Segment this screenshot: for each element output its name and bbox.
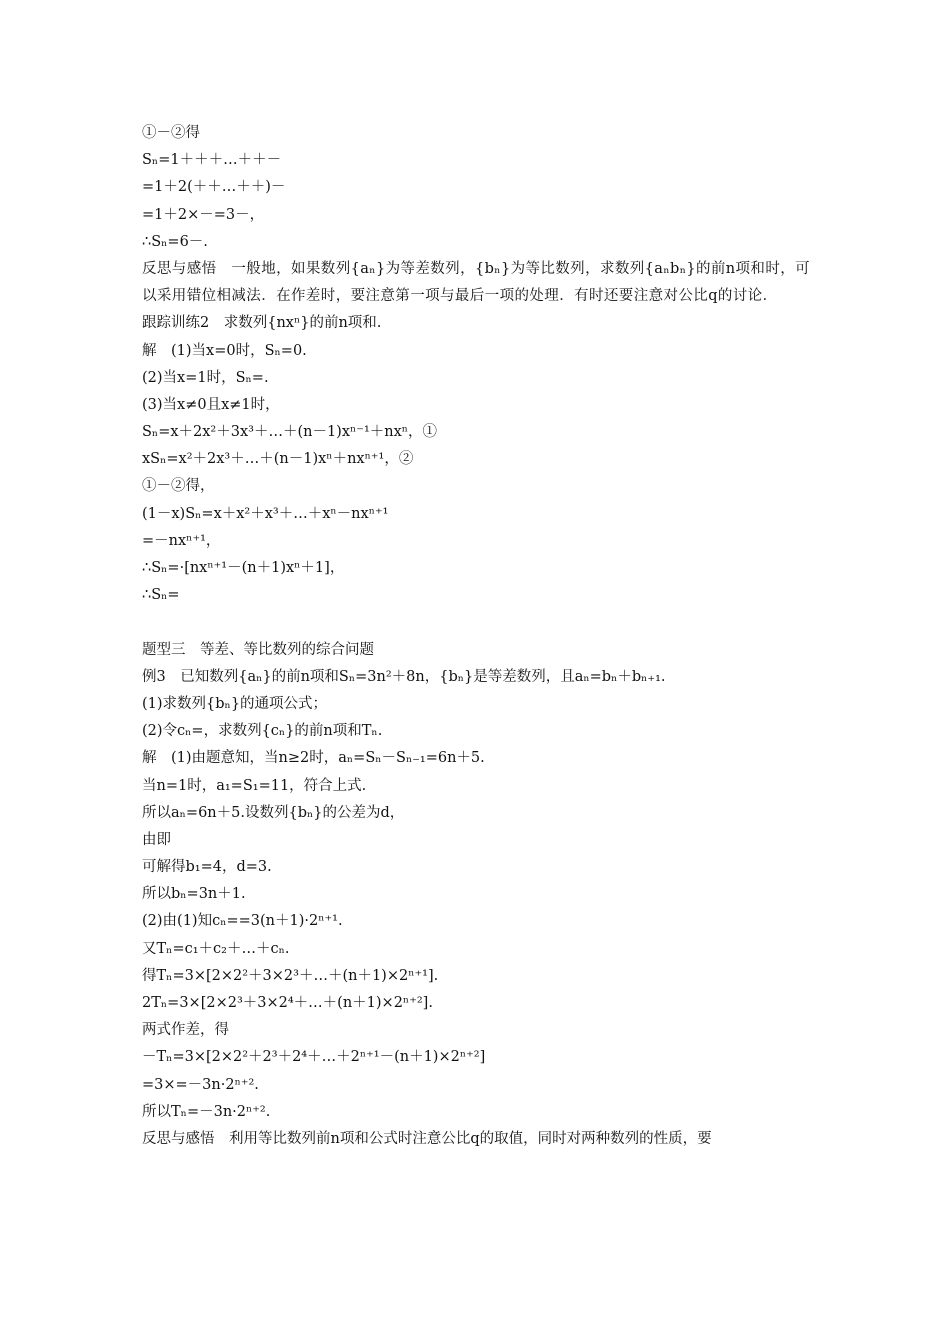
- text-line: (2)令cₙ=，求数列{cₙ}的前n项和Tₙ.: [142, 723, 383, 740]
- text-line: 由即: [142, 831, 171, 848]
- example-statement: 例3 已知数列{aₙ}的前n项和Sₙ=3n²＋8n，{bₙ}是等差数列，且aₙ=bₙ＋bₙ₊₁.: [142, 668, 666, 685]
- text-line: =1＋2×－=3－，: [142, 206, 265, 223]
- text-line: 所以aₙ=6n＋5.设数列{bₙ}的公差为d，: [142, 804, 405, 821]
- text-line: (2)由(1)知cₙ==3(n＋1)·2ⁿ⁺¹.: [142, 913, 343, 930]
- text-line: =1＋2(＋＋…＋＋)－: [142, 179, 286, 196]
- text-line: (2)当x=1时，Sₙ=.: [142, 369, 269, 386]
- text-line: 当n=1时，a₁=S₁=11，符合上式.: [142, 777, 367, 794]
- text-line: 可解得b₁=4，d=3.: [142, 859, 272, 876]
- text-line: 得Tₙ=3×[2×2²＋3×2³＋…＋(n＋1)×2ⁿ⁺¹].: [142, 967, 439, 984]
- text-line: =－nxⁿ⁺¹，: [142, 532, 221, 549]
- reflection-paragraph: 反思与感悟 一般地，如果数列{aₙ}为等差数列，{bₙ}为等比数列，求数列{aₙbₙ}的前n项和时，可以采用错位相减法．在作差时，要注意第一项与最后一项的处理．有时还要注意对公比q的讨论．: [142, 260, 811, 305]
- section-heading: 题型三 等差、等比数列的综合问题: [142, 641, 374, 658]
- text-line: 2Tₙ=3×[2×2³＋3×2⁴＋…＋(n＋1)×2ⁿ⁺²].: [142, 995, 433, 1012]
- text-line: ①－②得，: [142, 478, 215, 495]
- text-line: =3×=－3n·2ⁿ⁺².: [142, 1076, 259, 1093]
- text-line: ∴Sₙ=6－.: [142, 233, 208, 250]
- text-line: Sₙ=1＋＋＋…＋＋－: [142, 152, 282, 169]
- text-line: 两式作差，得: [142, 1022, 229, 1039]
- text-line: 解 (1)由题意知，当n≥2时，aₙ=Sₙ－Sₙ₋₁=6n＋5.: [142, 750, 485, 767]
- text-line: ∴Sₙ=·[nxⁿ⁺¹－(n＋1)xⁿ＋1]，: [142, 560, 345, 577]
- text-line: ∴Sₙ=: [142, 587, 180, 604]
- reflection-line: 反思与感悟 利用等比数列前n项和公式时注意公比q的取值，同时对两种数列的性质，要: [142, 1130, 712, 1147]
- text-line: (1－x)Sₙ=x＋x²＋x³＋…＋xⁿ－nxⁿ⁺¹: [142, 505, 389, 522]
- text-line: (3)当x≠0且x≠1时，: [142, 396, 280, 413]
- text-line: 所以Tₙ=－3n·2ⁿ⁺².: [142, 1103, 271, 1120]
- section-gap: [142, 609, 822, 636]
- text-line: (1)求数列{bₙ}的通项公式；: [142, 695, 328, 712]
- text-line: Sₙ=x＋2x²＋3x³＋…＋(n－1)xⁿ⁻¹＋nxⁿ，①: [142, 424, 438, 441]
- text-line: xSₙ=x²＋2x³＋…＋(n－1)xⁿ＋nxⁿ⁺¹，②: [142, 451, 414, 468]
- text-line: 解 (1)当x=0时，Sₙ=0.: [142, 342, 307, 359]
- text-line: －Tₙ=3×[2×2²＋2³＋2⁴＋…＋2ⁿ⁺¹－(n＋1)×2ⁿ⁺²]: [142, 1049, 486, 1066]
- exercise-title: 跟踪训练2 求数列{nxⁿ}的前n项和.: [142, 315, 382, 332]
- text-line: 又Tₙ=c₁＋c₂＋…＋cₙ.: [142, 940, 290, 957]
- text-line: ①－②得: [142, 125, 200, 141]
- text-line: 所以bₙ=3n＋1.: [142, 886, 246, 903]
- document-page: [142, 120, 822, 1153]
